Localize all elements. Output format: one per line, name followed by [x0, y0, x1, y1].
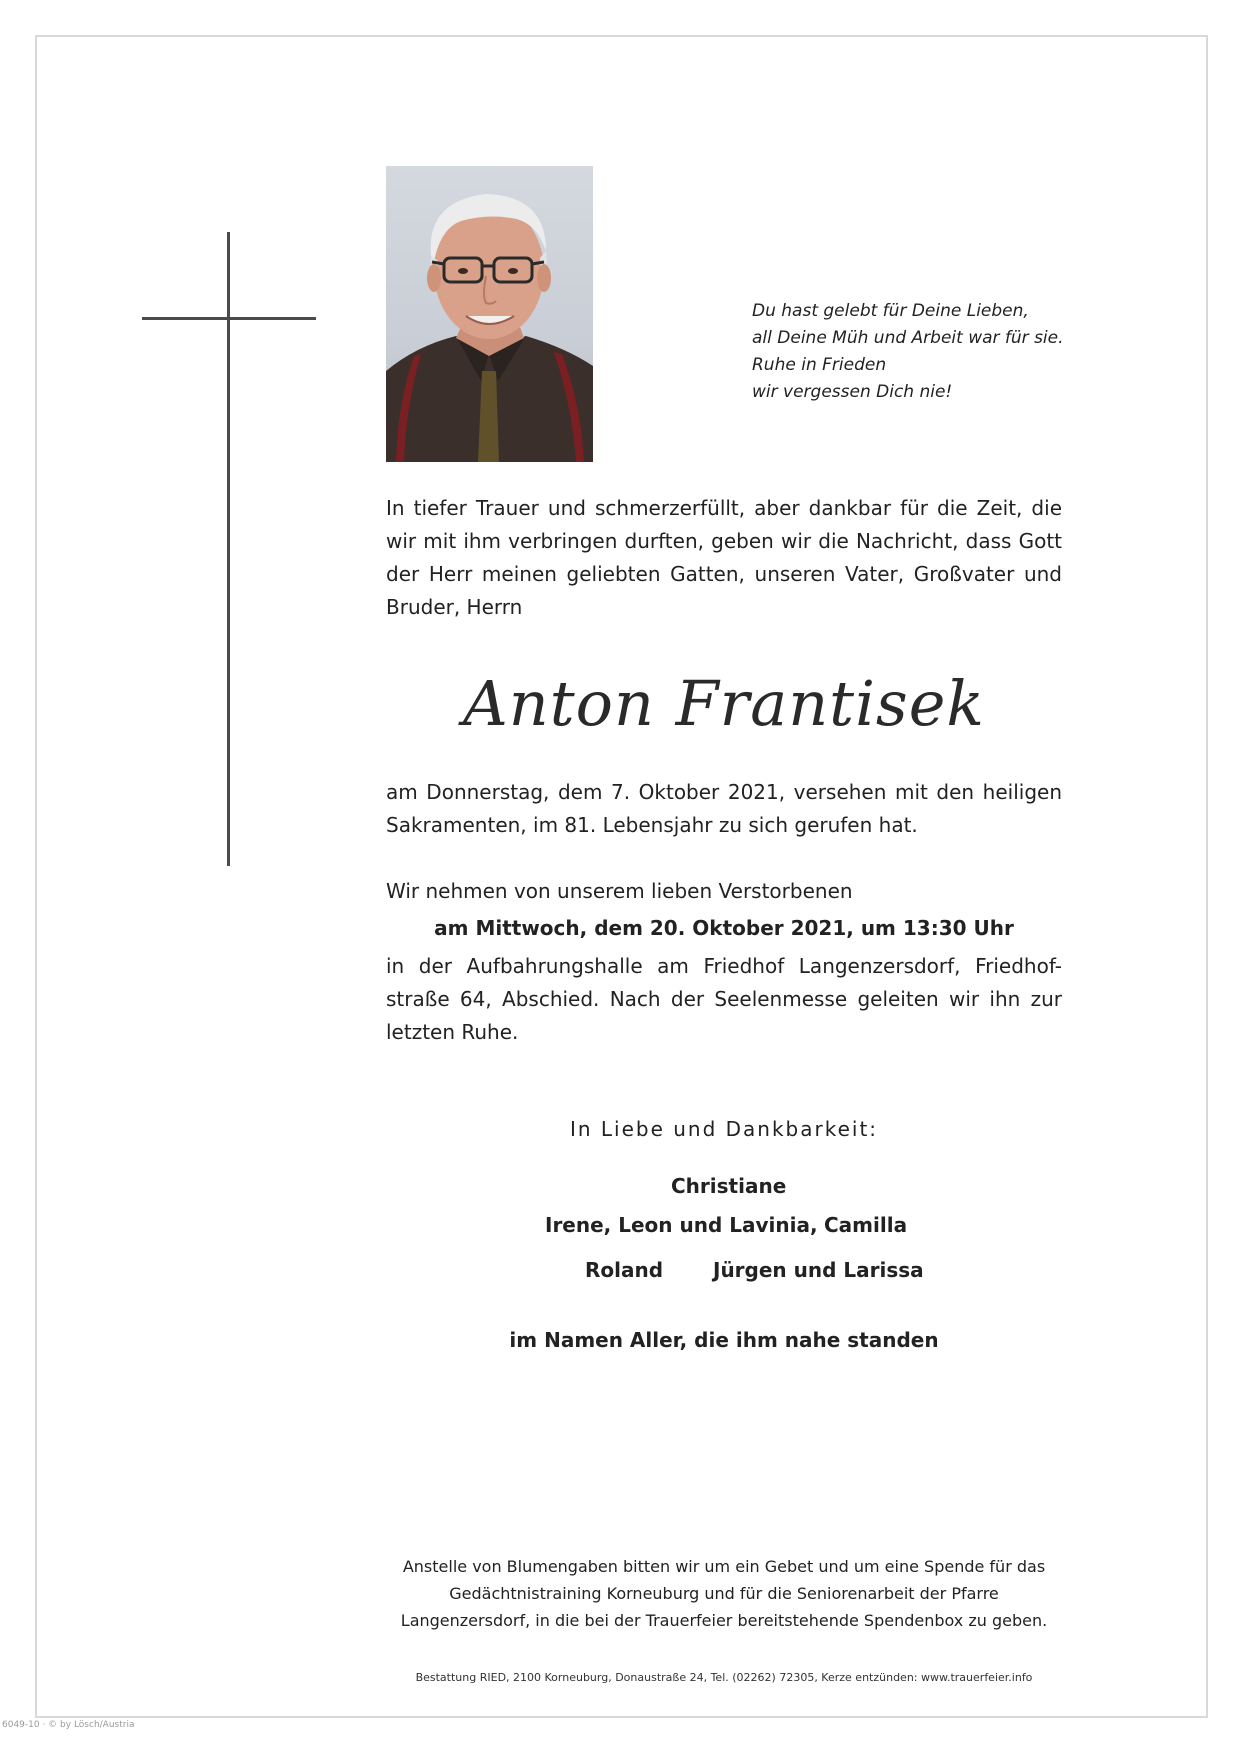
family-group: Irene, Leon und Lavinia, [545, 1213, 818, 1237]
print-imprint: 6049-10 · © by Lösch/Austria [2, 1720, 135, 1730]
donation-line: Anstelle von Blumengaben bitten wir um ein Gebet und um eine Spende für das [402, 1557, 1046, 1576]
family-group: Jürgen und Larissa [713, 1258, 924, 1282]
donation-line: Gedächtnistraining Korneuburg und für die Seniorenarbeit der Pfarre [449, 1584, 999, 1603]
cross-icon-horizontal [142, 317, 316, 320]
funeral-home-footer: Bestattung RIED, 2100 Korneuburg, Donaustraße 24, Tel. (02262) 72305, Kerze entzünden: www.trauerfeier.info [415, 1671, 1033, 1684]
donation-request [300, 1553, 1148, 1634]
family-spouse: Christiane [671, 1174, 787, 1198]
quote-line: Ruhe in Frieden [752, 355, 887, 375]
quote-line: wir vergessen Dich nie! [752, 382, 953, 402]
all-relatives: im Namen Aller, die ihm nahe standen [509, 1328, 939, 1352]
deceased-name: Anton Frantisek [463, 667, 985, 740]
intro-paragraph: In tiefer Trauer und schmerzerfüllt, aber dankbar für die Zeit, die wir mit ihm verbringen durften, geben wir die Nachricht, dass Gott der Herr meinen geliebten Gatten, unseren Vater, Großvater und Bruder, Herrn [386, 496, 1062, 619]
farewell-location: in der Aufbahrungshalle am Friedhof Langenzersdorf, Friedhof-straße 64, Abschied. Nach der Seelenmesse geleiten wir ihn zur letzten Ruhe. [386, 954, 1062, 1044]
family-group: Camilla [824, 1213, 908, 1237]
family-group: Roland [585, 1258, 664, 1282]
farewell-intro: Wir nehmen von unserem lieben Verstorbenen [386, 879, 853, 903]
donation-line: Langenzersdorf, in die bei der Trauerfeier bereitstehende Spendenbox zu geben. [400, 1611, 1048, 1630]
quote-line: Du hast gelebt für Deine Lieben, [752, 301, 1029, 321]
cross-icon-vertical [227, 232, 230, 866]
farewell-datetime: am Mittwoch, dem 20. Oktober 2021, um 13:30 Uhr [434, 916, 1014, 940]
memorial-quote [752, 298, 1092, 406]
quote-line: all Deine Müh und Arbeit war für sie. [752, 328, 1064, 348]
portrait-photo [386, 166, 593, 462]
signoff: In Liebe und Dankbarkeit: [569, 1117, 879, 1141]
death-paragraph: am Donnerstag, dem 7. Oktober 2021, versehen mit den heiligen Sakramenten, im 81. Lebensjahr zu sich gerufen hat. [386, 780, 1062, 837]
